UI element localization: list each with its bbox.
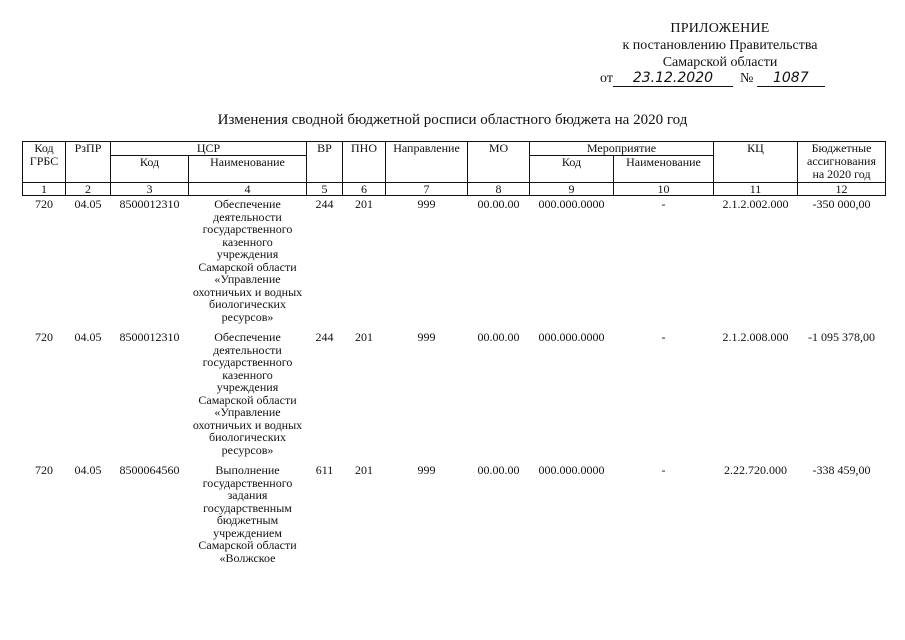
header-csr: ЦСР [111,142,307,156]
cell-mo: 00.00.00 [477,463,520,477]
header-direction: Направление [386,142,468,183]
header-csr-code: Код [111,156,189,183]
column-number: 7 [386,183,468,196]
cell-event-name: - [661,330,666,344]
cell-pno: 201 [355,197,373,211]
cell-amount: -350 000,00 [812,197,871,211]
cell-rzpr: 04.05 [74,330,102,344]
cell-pno: 201 [355,463,373,477]
cell-kc: 2.1.2.008.000 [722,330,789,344]
cell-kc: 2.1.2.002.000 [722,197,789,211]
budget-table [22,141,886,570]
cell-rzpr: 04.05 [74,463,102,477]
cell-rzpr: 04.05 [74,197,102,211]
header-csr-name: Наименование [189,156,307,183]
column-number: 10 [614,183,714,196]
cell-vr: 244 [315,330,334,344]
cell-mo: 00.00.00 [477,330,520,344]
cell-grbs: 720 [35,463,53,477]
cell-csr-code: 8500012310 [119,330,180,344]
header-kc: КЦ [714,142,798,183]
appendix-block [560,20,880,71]
date-number-line [600,71,825,87]
cell-event-name: - [661,463,666,477]
cell-grbs: 720 [35,330,53,344]
cell-pno: 201 [355,330,373,344]
header-rzpr: РзПР [66,142,111,183]
cell-direction: 999 [417,197,436,211]
column-number: 4 [189,183,307,196]
cell-kc: 2.22.720.000 [724,463,788,477]
handwritten-date: 23.12.2020 [613,71,733,87]
cell-mo: 00.00.00 [477,197,520,211]
cell-csr-code: 8500064560 [119,463,180,477]
column-number: 9 [530,183,614,196]
cell-csr-name: Выполнение государственного задания государственным бюджетным учреждением Самарской области «Волжское [198,463,297,565]
column-number: 12 [798,183,886,196]
appendix-line-resolution: к постановлению Правительства [622,38,818,53]
header-event: Мероприятие [530,142,714,156]
column-number: 6 [343,183,386,196]
header-allocations: Бюджетные ассигнования на 2020 год [798,142,886,183]
cell-csr-name: Обеспечение деятельности государственного казенного учреждения Самарской области «Управление охотничьих и водных биологических ресурсов» [192,197,303,324]
column-number: 8 [468,183,530,196]
cell-event-code: 000.000.0000 [538,197,605,211]
cell-event-code: 000.000.0000 [538,330,605,344]
column-number: 5 [307,183,343,196]
column-number: 1 [23,183,66,196]
cell-event-name: - [661,197,666,211]
header-mo: МО [468,142,530,183]
cell-csr-name: Обеспечение деятельности государственного казенного учреждения Самарской области «Управление охотничьих и водных биологических ресурсов» [192,330,303,457]
column-number: 2 [66,183,111,196]
column-number-row [23,183,886,196]
cell-direction: 999 [417,330,436,344]
number-prefix: № [739,71,754,86]
cell-csr-code: 8500012310 [119,197,180,211]
cell-event-code: 000.000.0000 [538,463,605,477]
table-row [23,462,886,570]
cell-amount: -1 095 378,00 [808,330,876,344]
cell-vr: 611 [315,463,334,477]
cell-amount: -338 459,00 [812,463,871,477]
cell-grbs: 720 [35,197,53,211]
appendix-title: ПРИЛОЖЕНИЕ [670,21,770,36]
cell-direction: 999 [417,463,436,477]
header-vr: ВР [307,142,343,183]
date-prefix: от [600,71,613,86]
column-number: 11 [714,183,798,196]
header-pno: ПНО [343,142,386,183]
header-event-name: Наименование [614,156,714,183]
handwritten-number: 1087 [757,71,825,87]
document-title: Изменения сводной бюджетной росписи областного бюджета на 2020 год [217,112,688,128]
header-grbs: Код ГРБС [23,142,66,183]
cell-vr: 244 [315,197,334,211]
header-event-code: Код [530,156,614,183]
table-row [23,329,886,462]
appendix-line-region: Самарской области [662,55,778,70]
table-row [23,196,886,330]
column-number: 3 [111,183,189,196]
